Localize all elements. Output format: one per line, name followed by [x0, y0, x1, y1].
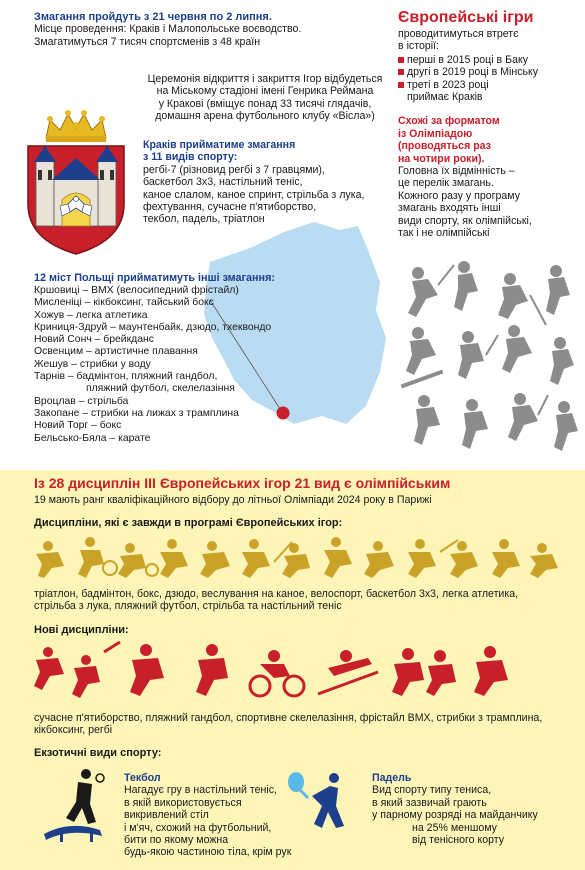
- city-item: Кршовиці – BMX (велосипедний фрістайл): [34, 285, 239, 296]
- teqball-title: Текбол: [124, 772, 161, 784]
- krakow-line-1: регбі-7 (різновид регбі з 7 гравцями),: [143, 163, 325, 176]
- european-games-title: Європейські ігри: [398, 9, 534, 26]
- european-games-intro-2: в історії:: [398, 40, 439, 53]
- krakow-title-line-1: Краків прийматиме змагання: [143, 139, 296, 151]
- padel-block: [372, 772, 572, 846]
- olympic-sports-icons: [30, 532, 560, 580]
- ceremony-line-1: Церемонія відкриття і закриття Ігор відбудеться: [147, 73, 383, 85]
- krakow-coat-of-arms-icon: [20, 108, 132, 258]
- ceremony-line-3: у Кракові (вміщує понад 33 тисячі глядачів,: [158, 97, 372, 110]
- cities-block: [34, 272, 314, 445]
- city-item: пляжний футбол, скелелазіння: [34, 383, 235, 395]
- city-item: Мисленіці – кікбоксинг, тайський бокс: [34, 297, 214, 309]
- city-item: Освенцим – артистичне плавання: [34, 346, 198, 358]
- krakow-line-2: баскетбол 3х3, настільний теніс,: [143, 176, 303, 189]
- intro-title: Змагання пройдуть з 21 червня по 2 липня.: [34, 11, 272, 23]
- teqball-block: [124, 772, 294, 859]
- always-line-1: тріатлон, бадмінтон, бокс, дзюдо, веслування на каное, велоспорт, баскетбол 3х3, легка атлетика,: [34, 588, 519, 600]
- city-item: Закопане – стрибки на лижах з трамплина: [34, 407, 239, 419]
- teqball-line: будь-якою частиною тіла, крім рук: [124, 846, 292, 859]
- teqball-line: бити по якому можна: [124, 834, 229, 847]
- padel-line: на 25% меншому: [412, 821, 497, 834]
- ceremony-line-4: домашня арена футбольного клубу «Вісла»): [155, 110, 375, 123]
- european-games-intro-1: проводитимуться втретє: [398, 28, 519, 40]
- always-line-2: стрільба з лука, пляжний футбол, стрільба та настільний теніс: [34, 600, 342, 613]
- krakow-line-5: текбол, падель, тріатлон: [143, 213, 265, 226]
- similar-text: Головна їх відмінність – це перелік змагань. Кожного разу у програму змагань входять інші види спорту, як олімпійські, так і не олімпійські: [398, 165, 532, 240]
- disciplines-header: Із 28 дисциплін ІІІ Європейських ігор 21 вид є олімпійським: [34, 475, 451, 491]
- ceremony-block: [130, 73, 400, 123]
- teqball-line: в якій використовується: [124, 796, 242, 809]
- padel-line: від тенісного корту: [412, 834, 505, 847]
- padel-line: у парному розряді на майданчику: [372, 809, 538, 822]
- city-item: Новий Торг – бокс: [34, 420, 122, 432]
- similar-title: Схожі за форматом із Олімпіадою (проводяться раз на чотири роки).: [398, 115, 500, 165]
- new-line-1: сучасне п'ятиборство, пляжний гандбол, спортивне скелелазіння, фрістайл BMX, стрибки з трамплина,: [34, 712, 543, 724]
- city-item: Криниця-Здруй – маунтенбайк, дзюдо, тхеквондо: [34, 321, 272, 333]
- intro-line-1: Місце проведення: Краків і Малопольське воєводство.: [34, 23, 302, 36]
- disciplines-subheader: 19 мають ранг кваліфікаційного відбору до літньої Олімпіади 2024 року в Парижі: [34, 494, 432, 506]
- new-text: [34, 712, 574, 737]
- intro-line-2: Змагатимуться 7 тисяч спортсменів з 48 країн: [34, 35, 261, 48]
- krakow-line-4: фехтування, сучасне п'ятиборство,: [143, 201, 317, 214]
- teqball-player-icon: [40, 764, 120, 844]
- teqball-line: викривлений стіл: [124, 809, 209, 822]
- history-item-cont: приймає Краків: [407, 91, 483, 104]
- padel-line: в який зазвичай грають: [372, 796, 487, 809]
- padel-player-icon: [282, 766, 362, 838]
- city-item: Тарнів – бадмінтон, пляжний гандбол,: [34, 371, 218, 383]
- always-title: Дисципліни, які є завжди в програмі Європейських ігор:: [34, 517, 343, 529]
- history-item: треті в 2023 році: [398, 79, 578, 91]
- padel-line: Вид спорту типу тениса,: [372, 784, 492, 797]
- city-item: Новий Сонч – брейкданс: [34, 334, 154, 346]
- city-item: Вроцлав – стрільба: [34, 395, 129, 407]
- teqball-line: і м'яч, схожий на футбольний,: [124, 821, 272, 834]
- exotic-title: Екзотичні види спорту:: [34, 747, 162, 759]
- krakow-line-3: каное слалом, каное спринт, стрільба з лука,: [143, 188, 365, 201]
- grey-sports-icons: [398, 255, 583, 465]
- padel-title: Падель: [372, 772, 412, 784]
- city-item: Бельсько-Бяла – карате: [34, 432, 151, 444]
- european-games-block: [398, 8, 578, 240]
- new-title: Нові дисципліни:: [34, 624, 129, 636]
- city-item: Жешув – стрибки у воду: [34, 358, 151, 370]
- teqball-line: Нагадує гру в настільний теніс,: [124, 784, 277, 797]
- history-item: другі в 2019 році в Мінську: [398, 66, 578, 78]
- history-item: перші в 2015 році в Баку: [398, 54, 578, 66]
- new-line-2: кікбоксинг, регбі: [34, 724, 113, 737]
- krakow-title-line-2: з 11 видів спорту:: [143, 151, 238, 164]
- new-disciplines-icons: [28, 638, 563, 704]
- city-item: Хожув – легка атлетика: [34, 309, 148, 321]
- cities-title: 12 міст Польщі прийматимуть інші змагання:: [34, 272, 275, 284]
- always-text: [34, 588, 574, 613]
- intro-block: [34, 11, 379, 48]
- ceremony-line-2: на Міському стадіоні імені Генрика Реймана: [156, 85, 374, 98]
